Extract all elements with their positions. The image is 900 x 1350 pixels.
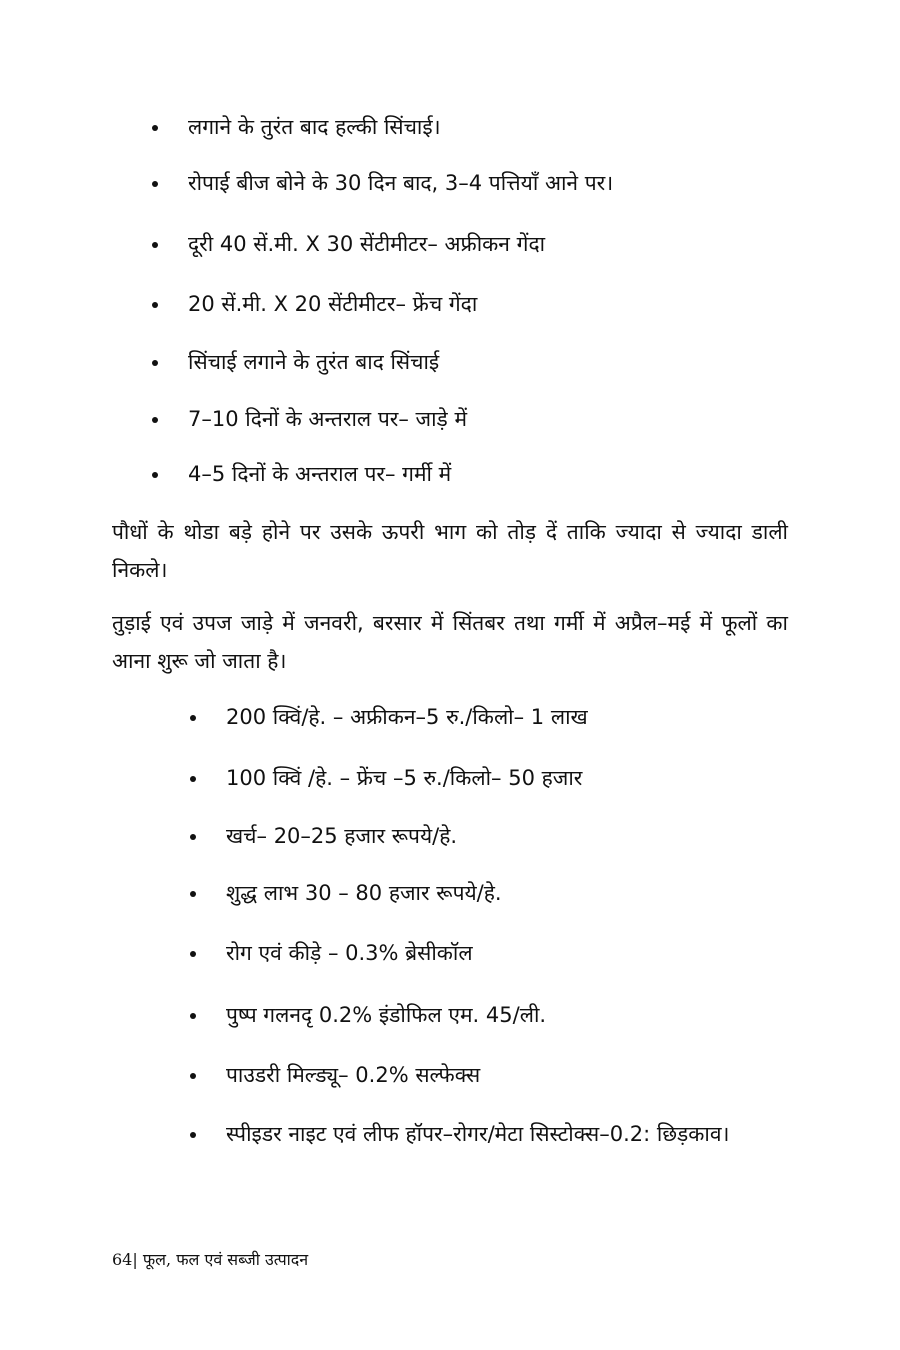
- list-item: [226, 763, 796, 793]
- bullet-icon: [190, 776, 196, 782]
- list-item: [226, 878, 796, 908]
- list-item-text: रोग एवं कीड़े – 0.3% ब्रेसीकॉल: [226, 941, 473, 965]
- list-item-text: खर्च– 20–25 हजार रूपये/हे.: [226, 824, 458, 848]
- bullet-icon: [152, 242, 158, 248]
- list-item: [188, 404, 788, 434]
- list-item: [188, 459, 788, 489]
- bullet-icon: [190, 951, 196, 957]
- list-item-text: पाउडरी मिल्ड्यू– 0.2% सल्फेक्स: [226, 1063, 481, 1087]
- list-item: [188, 168, 788, 198]
- list-item-text: पुष्प गलनदृ 0.2% इंडोफिल एम. 45/ली.: [226, 1003, 547, 1027]
- list-item: [226, 1117, 796, 1151]
- paragraph: पौधों के थोडा बड़े होने पर उसके ऊपरी भाग को तोड़ दें ताकि ज्यादा से ज्यादा डाली निकले।: [112, 520, 788, 582]
- bullet-icon: [190, 834, 196, 840]
- bullet-icon: [152, 125, 158, 131]
- list-item-text: 100 क्विं /हे. – फ्रेंच –5 रु./किलो– 50 हजार: [226, 766, 583, 790]
- list-item: [226, 1060, 796, 1090]
- list-item-text: 7–10 दिनों के अन्तराल पर– जाड़े में: [188, 407, 468, 431]
- list-item: [188, 347, 788, 377]
- bullet-icon: [152, 360, 158, 366]
- page-number: 64: [112, 1250, 133, 1269]
- bullet-list-top: [188, 112, 788, 489]
- list-item: [226, 702, 796, 732]
- bullet-icon: [152, 181, 158, 187]
- bullet-icon: [190, 1073, 196, 1079]
- list-item-text: दूरी 40 सें.मी. X 30 सेंटीमीटर– अफ्रीकन गेंदा: [188, 232, 546, 256]
- list-item: [188, 289, 788, 319]
- list-item: [188, 229, 788, 259]
- bullet-icon: [190, 891, 196, 897]
- list-item-text: लगाने के तुरंत बाद हल्की सिंचाई।: [188, 115, 441, 139]
- list-item: [226, 821, 796, 851]
- bullet-icon: [190, 715, 196, 721]
- list-item: [226, 1000, 796, 1030]
- bullet-list-bottom: [226, 702, 796, 1151]
- list-item-text: सिंचाई लगाने के तुरंत बाद सिंचाई: [188, 350, 440, 374]
- book-title: फूल, फल एवं सब्जी उत्पादन: [142, 1250, 309, 1269]
- bullet-icon: [190, 1013, 196, 1019]
- list-item: [226, 938, 796, 968]
- list-item-text: रोपाई बीज बोने के 30 दिन बाद, 3–4 पत्तियाँ आने पर।: [188, 171, 614, 195]
- bullet-icon: [152, 417, 158, 423]
- list-item: [188, 112, 788, 142]
- list-item-text: शुद्ध लाभ 30 – 80 हजार रूपये/हे.: [226, 881, 502, 905]
- list-item-text: स्पीइडर नाइट एवं लीफ हॉपर–रोगर/मेटा सिस्टोक्स–0.2: छिड़काव।: [226, 1122, 730, 1146]
- footer-separator: |: [132, 1250, 138, 1269]
- bullet-icon: [152, 472, 158, 478]
- list-item-text: 20 सें.मी. X 20 सेंटीमीटर– फ्रेंच गेंदा: [188, 292, 478, 316]
- bullet-icon: [152, 302, 158, 308]
- list-item-text: 200 क्विं/हे. – अफ्रीकन–5 रु./किलो– 1 लाख: [226, 705, 588, 729]
- paragraph: तुड़ाई एवं उपज जाड़े में जनवरी, बरसार में सिंतबर तथा गर्मी में अप्रैल–मई में फूलों का आना शुरू जो जाता है।: [112, 611, 788, 673]
- page-footer: [112, 1248, 308, 1272]
- list-item-text: 4–5 दिनों के अन्तराल पर– गर्मी में: [188, 462, 452, 486]
- bullet-icon: [190, 1132, 196, 1138]
